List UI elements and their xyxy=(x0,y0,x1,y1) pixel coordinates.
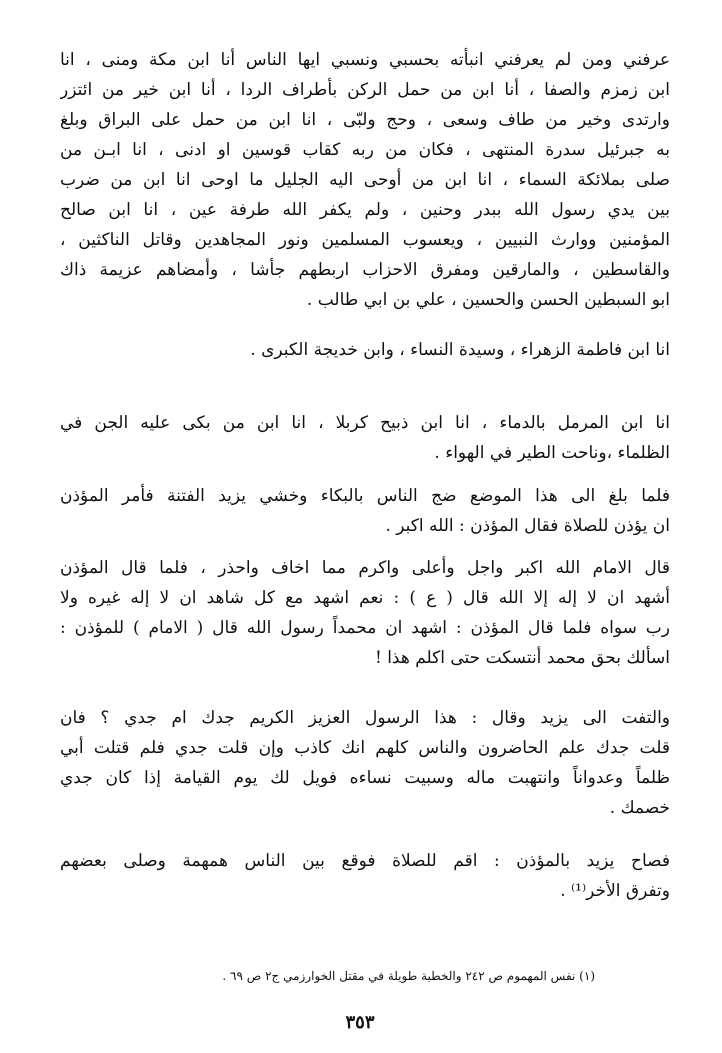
text-line: فصاح يزيد بالمؤذن : اقم للصلاة فوقع بين الناس همهمة وصلى بعضهم xyxy=(60,851,670,871)
text-line: اسألك بحق محمد أنتسكت حتى اكلم هذا ! xyxy=(374,648,670,668)
text-line: ابن زمزم والصفا ، أنا ابن من حمل الركن بأطراف الردا ، أنا ابن خير من ائتزر xyxy=(60,80,670,100)
text-line: صلى بملائكة السماء ، انا ابن من أوحى اليه الجليل ما اوحى انا ابن من ضرب xyxy=(60,170,670,190)
text-line: أشهد ان لا إله إلا الله قال ( ع ) : نعم اشهد مع كل شاهد ان لا إله غيره ولا xyxy=(60,588,670,608)
text-line: به جبرئيل سدرة المنتهى ، فكان من ربه كقاب قوسين او ادنى ، انا ابـن من xyxy=(60,140,670,160)
text-line: وارتدى وخير من طاف وسعى ، وحج ولبّى ، انا ابن من حمل على البراق وبلغ xyxy=(60,110,670,130)
text-line: ابو السبطين الحسن والحسين ، علي بن ابي طالب . xyxy=(306,290,670,310)
page-number: ٣٥٣ xyxy=(345,1012,375,1033)
text-line: والتفت الى يزيد وقال : هذا الرسول العزيز الكريم جدك ام جدي ؟ فان xyxy=(60,708,670,728)
paragraph-address-yazid xyxy=(60,703,670,823)
text-line: قال الامام الله اكبر واجل وأعلى واكرم مما اخاف واحذر ، فلما قال المؤذن xyxy=(60,558,670,578)
paragraph-imam-responds xyxy=(60,553,670,673)
text-line: انا ابن المرمل بالدماء ، انا ابن ذبيح كربلا ، انا ابن من بكى عليه الجن في xyxy=(60,413,670,433)
text-line: عرفني ومن لم يعرفني انبأته بحسبي ونسبي ايها الناس أنا ابن مكة ومنى ، انا xyxy=(60,50,670,70)
text-line: الظلماء ،وناحت الطير في الهواء . xyxy=(434,443,670,463)
paragraph-prayer-called xyxy=(60,846,670,906)
text-line: وتفرق الأخر⁽¹⁾ . xyxy=(560,881,670,901)
text-line: ان يؤذن للصلاة فقال المؤذن : الله اكبر . xyxy=(385,516,670,536)
text-line: فلما بلغ الى هذا الموضع ضج الناس بالبكاء وخشي يزيد الفتنة فأمر المؤذن xyxy=(60,486,670,506)
footnote: (١) نفس المهموم ص ٢٤٢ والخطبة طويلة في مقتل الخوارزمي ج٢ ص ٦٩ . xyxy=(222,969,595,983)
text-line: رب سواه فلما قال المؤذن : اشهد ان محمداً رسول الله قال ( الامام ) للمؤذن : xyxy=(60,618,670,638)
text-line: قلت جدك علم الحاضرون والناس كلهم انك كاذب وإن قلت جدي فلم قتلت أبي xyxy=(60,738,670,758)
paragraph-lineage-speech xyxy=(60,45,670,315)
text-line: خصمك . xyxy=(609,798,670,818)
paragraph-fatima xyxy=(60,335,670,365)
paragraph-karbala xyxy=(60,408,670,468)
paragraph-muezzin-called xyxy=(60,481,670,541)
text-line: المؤمنين ووارث النبيين ، ويعسوب المسلمين ونور المجاهدين وقاتل الناكثين ، xyxy=(60,230,670,250)
text-line: ظلماً وعدواناً وانتهبت ماله وسبيت نساءه فويل لك يوم القيامة إذا كان جدي xyxy=(60,768,670,788)
text-line: انا ابن فاطمة الزهراء ، وسيدة النساء ، وابن خديجة الكبرى . xyxy=(250,340,670,360)
text-line: بين يدي رسول الله ببدر وحنين ، ولم يكفر الله طرفة عين ، انا ابن صالح xyxy=(60,200,670,220)
text-line: والقاسطين ، والمارقين ومفرق الاحزاب اربطهم جأشا ، وأمضاهم عزيمة ذاك xyxy=(60,260,670,280)
